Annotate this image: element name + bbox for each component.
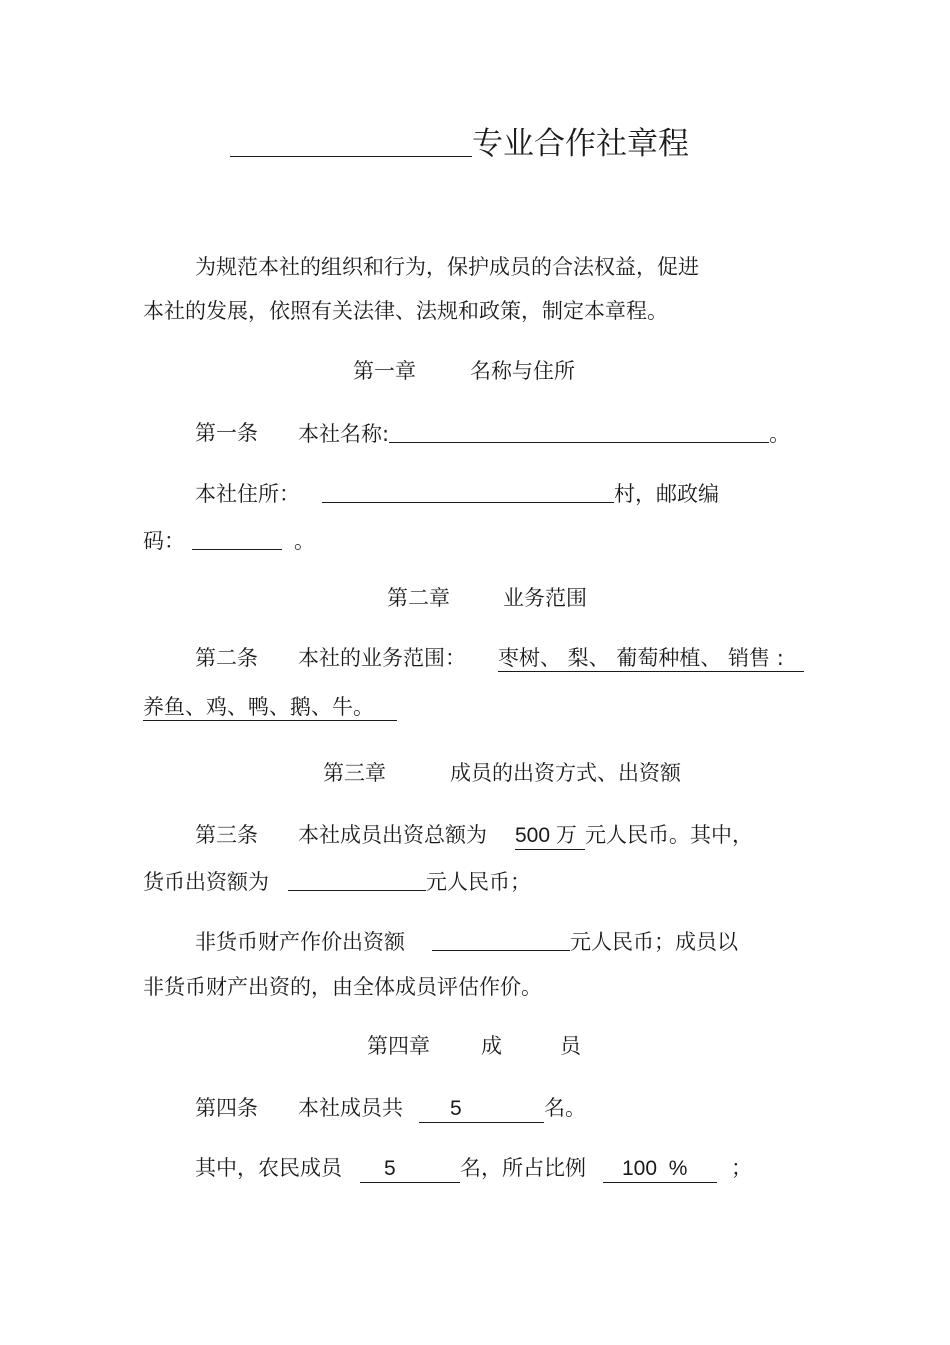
article-3-label: 第三条 (195, 823, 258, 847)
ratio-value: 100 % (622, 1157, 688, 1180)
address-line (195, 480, 719, 507)
postcode-field (192, 527, 282, 550)
farmer-text: 其中，农民成员 (195, 1156, 342, 1180)
cash-suffix: 元人民币； (426, 870, 531, 894)
noncash-line (195, 928, 738, 955)
member-total-field (419, 1096, 544, 1123)
chapter-1-name: 名称与住所 (470, 359, 575, 383)
noncash-suffix: 元人民币；成员以 (570, 930, 738, 954)
total-capital-suffix: 元人民币。其中， (585, 823, 753, 847)
cash-line (143, 868, 531, 895)
postcode-line (143, 527, 315, 554)
coop-name-blank (230, 122, 472, 157)
article-1-name-line (298, 420, 790, 447)
article-4-label: 第四条 (195, 1096, 258, 1120)
member-total-suffix: 名。 (544, 1096, 586, 1120)
chapter-2-name: 业务范围 (503, 586, 587, 610)
chapter-4-name-b: 员 (560, 1034, 581, 1058)
article-4-line-1 (298, 1095, 586, 1123)
title-line (230, 122, 689, 164)
member-total-value: 5 (450, 1097, 462, 1120)
article-3-text: 本社成员出资总额为 (298, 823, 487, 847)
coop-name-field (389, 420, 769, 443)
postcode-end: 。 (294, 529, 315, 553)
farmer-suffix: 名，所占比例 (460, 1156, 586, 1180)
chapter-3-label: 第三章 (323, 761, 386, 785)
chapter-2-label: 第二章 (387, 586, 450, 610)
noncash-line-2: 非货币财产出资的，由全体成员评估作价。 (143, 975, 542, 999)
article-1-name-end: 。 (769, 422, 791, 446)
article-4-text: 本社成员共 (298, 1096, 403, 1120)
address-suffix: 村，邮政编 (614, 482, 719, 506)
chapter-1-label: 第一章 (353, 359, 416, 383)
business-scope-line-2: 养鱼、鸡、鸭、鹅、牛。 (143, 694, 397, 721)
farmer-line (195, 1155, 752, 1183)
preamble-line-1: 为规范本社的组织和行为，保护成员的合法权益，促进 (195, 255, 699, 279)
preamble-line-2: 本社的发展，依照有关法律、法规和政策，制定本章程。 (143, 299, 668, 323)
cash-text: 货币出资额为 (143, 870, 269, 894)
business-scope-line-1: 枣树、 梨、 葡萄种植、 销售 : (498, 645, 804, 672)
total-capital-value: 500 万 (515, 823, 585, 850)
article-1-name-text: 本社名称: (298, 422, 390, 446)
noncash-field (432, 928, 570, 951)
noncash-text: 非货币财产作价出资额 (195, 930, 405, 954)
chapter-4-name-a: 成 (481, 1034, 502, 1058)
cash-field (288, 868, 426, 891)
farmer-count-value: 5 (384, 1157, 396, 1180)
address-text: 本社住所： (195, 482, 300, 506)
article-2-text: 本社的业务范围： (298, 646, 466, 670)
address-field (322, 480, 614, 503)
postcode-text: 码： (143, 529, 185, 553)
article-1-label: 第一条 (195, 421, 258, 445)
chapter-4-label: 第四章 (367, 1034, 430, 1058)
article-3-line-1 (298, 822, 753, 850)
ratio-end: ； (731, 1156, 752, 1180)
article-2-label: 第二条 (195, 646, 258, 670)
ratio-field (603, 1156, 717, 1183)
farmer-count-field (360, 1156, 460, 1183)
page-title: 专业合作社章程 (472, 126, 689, 162)
chapter-3-name: 成员的出资方式、出资额 (450, 761, 681, 785)
